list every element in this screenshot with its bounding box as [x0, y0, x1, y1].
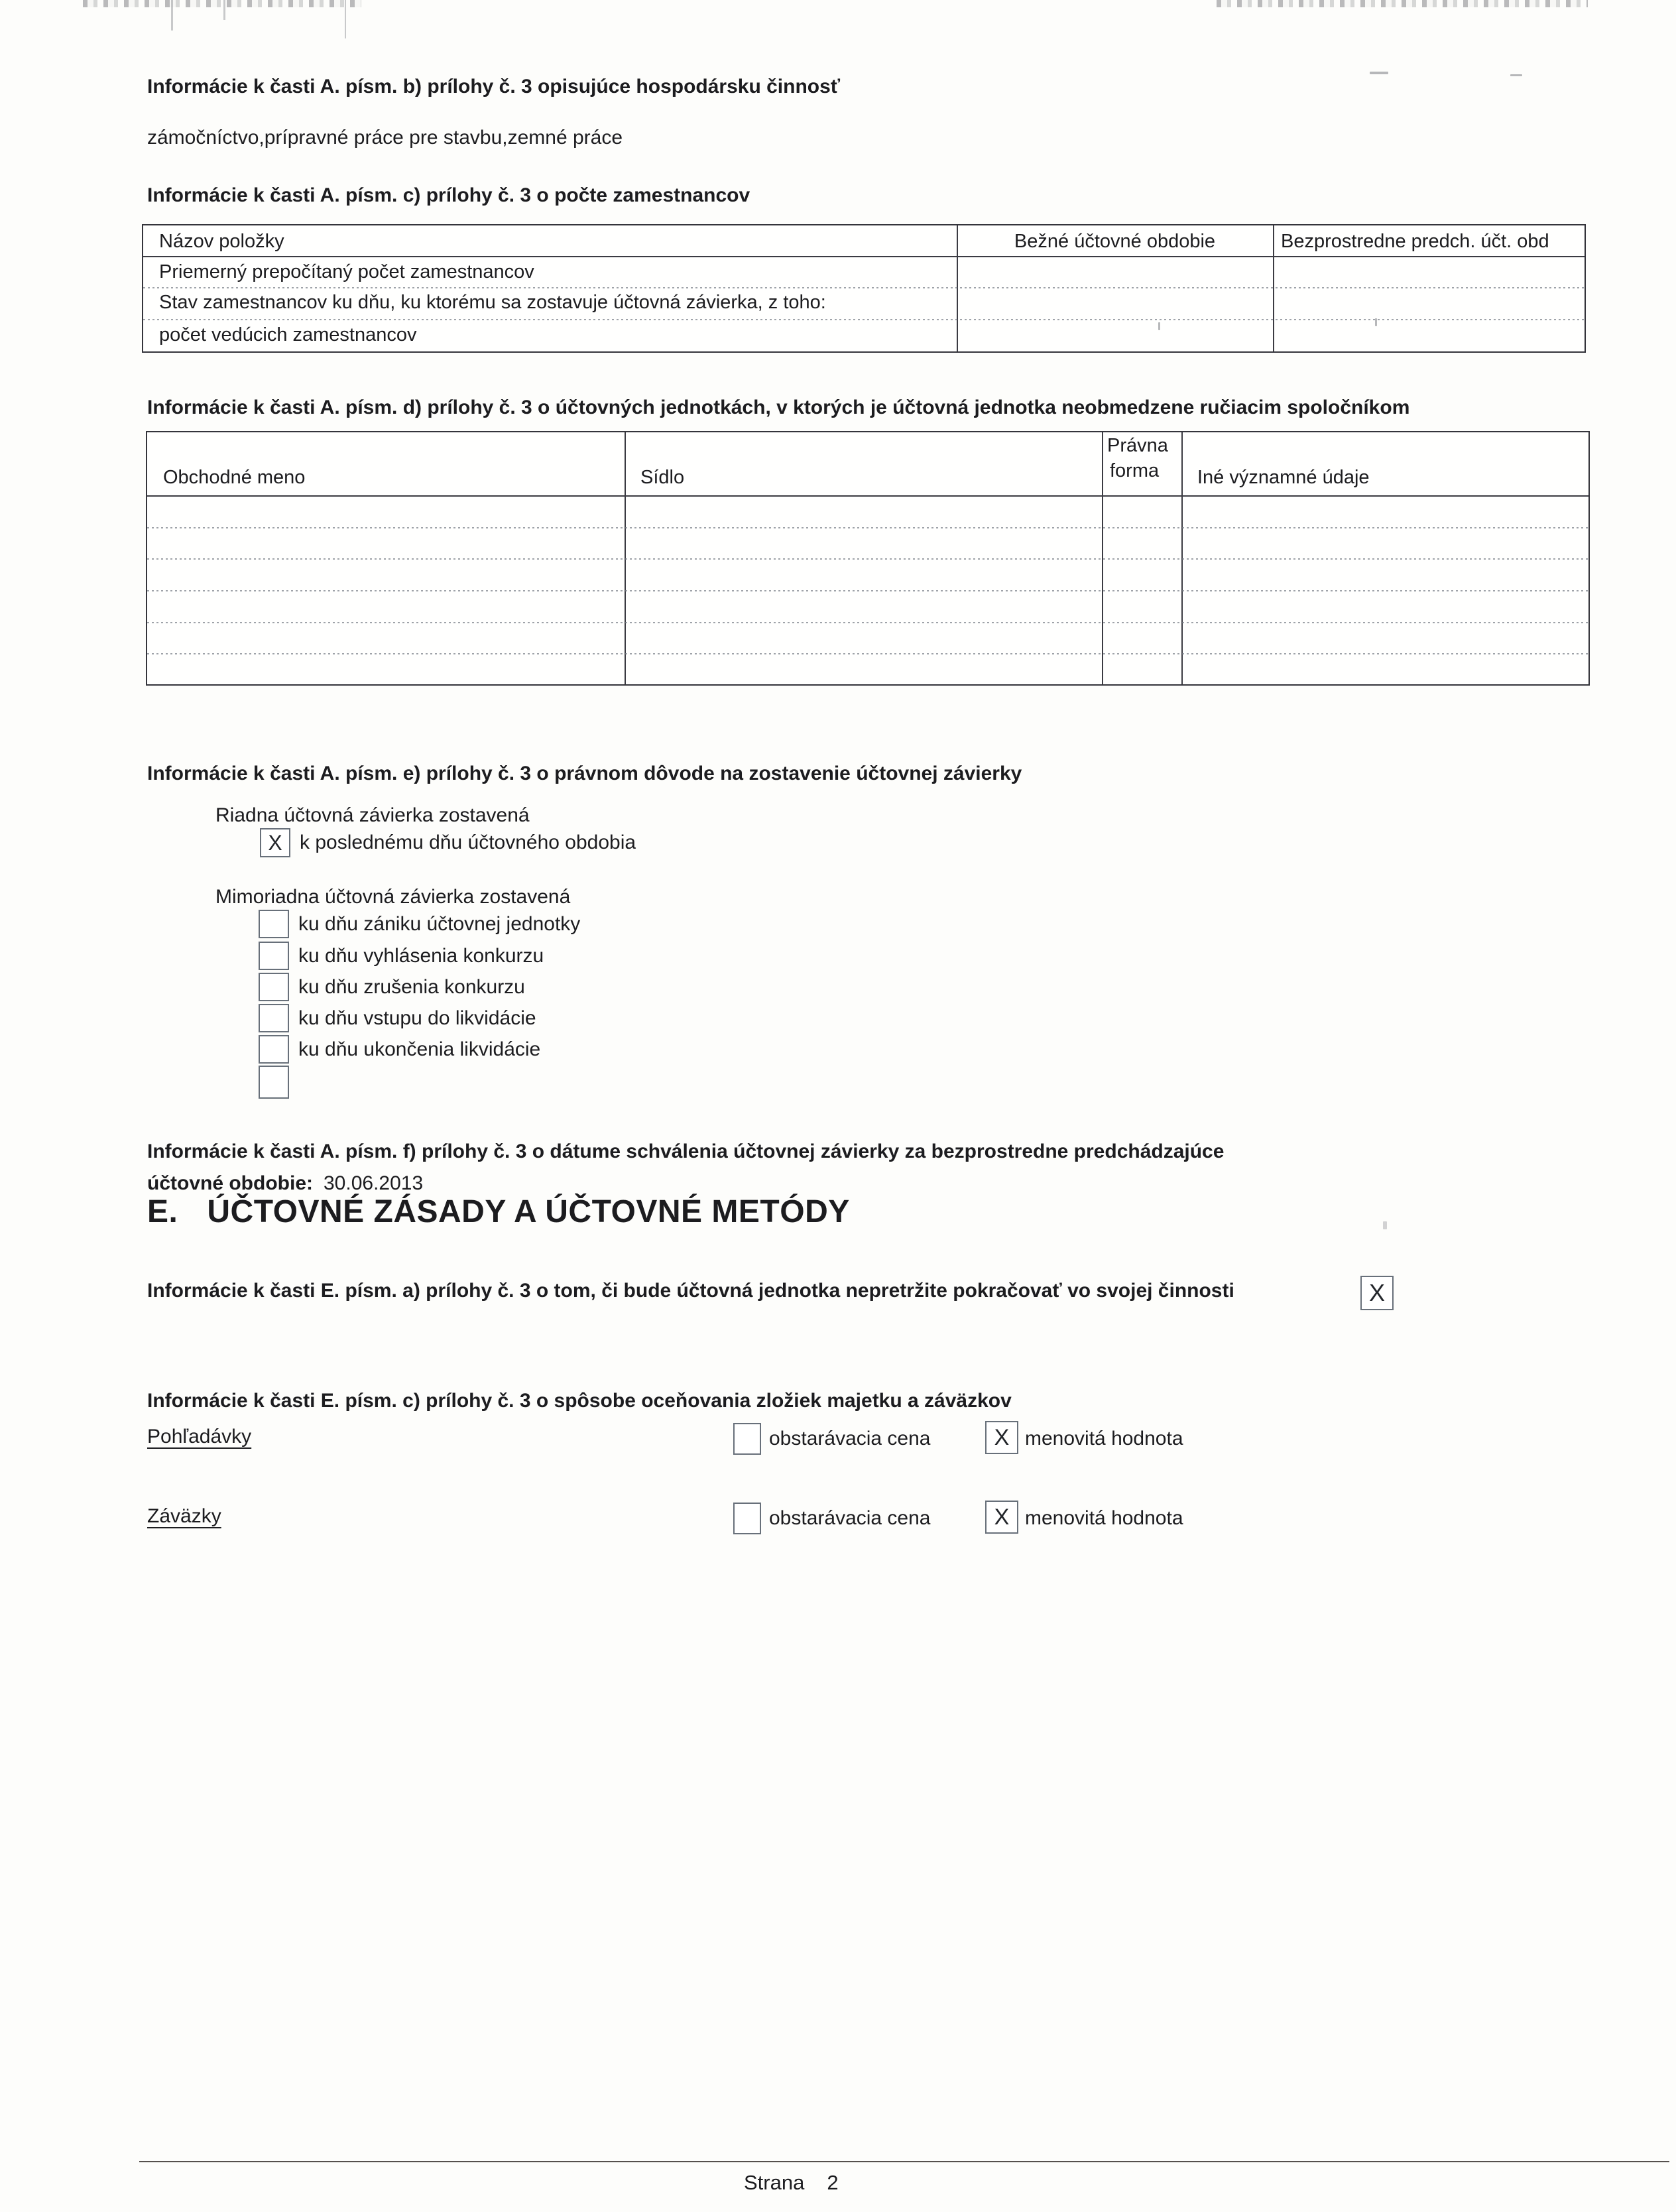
checkbox-dissolution[interactable]	[259, 910, 289, 938]
checkbox-bankruptcy-declared[interactable]	[259, 942, 289, 970]
scan-artifact-drip	[171, 0, 173, 31]
checkbox-liabilities-acquisition-cost[interactable]	[733, 1503, 761, 1534]
extraordinary-option-label: ku dňu vstupu do likvidácie	[298, 1007, 536, 1029]
approval-date: 30.06.2013	[324, 1172, 424, 1194]
nominal-value-label: menovitá hodnota	[1025, 1507, 1183, 1529]
ordinary-statement-label: Riadna účtovná závierka zostavená	[215, 804, 530, 826]
checkbox-liabilities-nominal-value[interactable]: X	[985, 1501, 1018, 1534]
table-row-label: počet vedúcich zamestnancov	[159, 324, 417, 345]
employees-table-row-divider	[143, 287, 1585, 288]
liability-table-header-legal-form-line1: Právna	[1107, 435, 1168, 456]
scan-artifact-top-left	[83, 0, 361, 7]
scan-artifact-dash	[1370, 72, 1388, 74]
table-row-label: Stav zamestnancov ku dňu, ku ktorému sa zostavuje účtovná závierka, z toho:	[159, 292, 826, 313]
scan-artifact-speck	[1375, 318, 1377, 326]
employees-table-header-name: Názov položky	[159, 231, 284, 252]
checkbox-going-concern[interactable]: X	[1360, 1276, 1394, 1310]
receivables-label: Pohľadávky	[147, 1426, 252, 1447]
footer-rule	[139, 2161, 1669, 2162]
scan-artifact-speck	[1383, 1221, 1387, 1229]
liability-table-row-divider	[147, 653, 1588, 654]
scan-artifact-drip	[223, 0, 225, 20]
scan-artifact-top-right	[1217, 0, 1588, 7]
acquisition-cost-label: obstarávacia cena	[769, 1507, 931, 1529]
section-ac-heading: Informácie k časti A. písm. c) prílohy č. 3 o počte zamestnancov	[147, 184, 750, 206]
scan-artifact-dash	[1510, 74, 1522, 76]
employees-table-header-current-period: Bežné účtovné obdobie	[1014, 231, 1216, 252]
liabilities-label: Záväzky	[147, 1505, 221, 1527]
extraordinary-option-label: ku dňu vyhlásenia konkurzu	[298, 945, 544, 967]
checkbox-receivables-nominal-value[interactable]: X	[985, 1421, 1018, 1454]
liability-table-row-divider	[147, 622, 1588, 623]
checkbox-bankruptcy-cancelled[interactable]	[259, 973, 289, 1001]
checkbox-ordinary-last-day[interactable]: X	[260, 828, 290, 857]
liability-table-header-other-data: Iné významné údaje	[1197, 467, 1370, 488]
scan-artifact-drip	[345, 0, 346, 38]
section-ab-heading: Informácie k časti A. písm. b) prílohy č. 3 opisujúce hospodársku činnosť	[147, 76, 841, 97]
checkbox-liquidation-entry[interactable]	[259, 1004, 289, 1032]
liability-table-header-business-name: Obchodné meno	[163, 467, 306, 488]
section-e-letter: E.	[147, 1194, 178, 1229]
liability-table-row-divider	[147, 527, 1588, 528]
liability-table-header-rule	[147, 495, 1588, 497]
checkbox-receivables-acquisition-cost[interactable]	[733, 1423, 761, 1455]
employees-table-row-divider	[143, 319, 1585, 320]
checkbox-liquidation-end[interactable]	[259, 1035, 289, 1064]
employees-table-header-previous-period: Bezprostredne predch. účt. obd	[1281, 231, 1549, 252]
section-ea-text: Informácie k časti E. písm. a) prílohy č. 3 o tom, či bude účtovná jednotka nepretržite pokračovať vo svojej činnosti	[147, 1280, 1234, 1302]
liability-table-header-seat: Sídlo	[640, 467, 685, 488]
employees-table	[142, 224, 1586, 353]
acquisition-cost-label: obstarávacia cena	[769, 1428, 931, 1449]
footer-page-label: Strana	[744, 2171, 805, 2194]
section-af-heading-line2: účtovné obdobie:	[147, 1172, 313, 1194]
liability-table-row-divider	[147, 558, 1588, 560]
section-ec-heading: Informácie k časti E. písm. c) prílohy č. 3 o spôsobe oceňovania zložiek majetku a záväzkov	[147, 1390, 1012, 1412]
unlimited-liability-table	[146, 431, 1590, 686]
checkbox-extraordinary-other[interactable]	[259, 1066, 289, 1099]
section-ad-heading: Informácie k časti A. písm. d) prílohy č. 3 o účtovných jednotkách, v ktorých je účtovná jednotka neobmedzene ručiacim spoločníkom	[147, 397, 1410, 418]
section-af-heading-line1: Informácie k časti A. písm. f) prílohy č. 3 o dátume schválenia účtovnej závierky za bezprostredne predchádzajúce	[147, 1140, 1225, 1162]
employees-table-vline-2	[1273, 225, 1274, 351]
liability-table-row-divider	[147, 590, 1588, 591]
footer-page-number: 2	[827, 2171, 839, 2194]
scan-artifact-speck	[1158, 322, 1160, 330]
employees-table-header-rule	[143, 256, 1585, 257]
table-row-label: Priemerný prepočítaný počet zamestnancov	[159, 261, 534, 282]
extraordinary-statement-label: Mimoriadna účtovná závierka zostavená	[215, 886, 571, 908]
nominal-value-label: menovitá hodnota	[1025, 1428, 1183, 1449]
economic-activity-text: zámočníctvo,prípravné práce pre stavbu,zemné práce	[147, 127, 623, 149]
extraordinary-option-label: ku dňu zrušenia konkurzu	[298, 976, 525, 998]
extraordinary-option-label: ku dňu ukončenia likvidácie	[298, 1038, 541, 1060]
section-ae-heading: Informácie k časti A. písm. e) prílohy č. 3 o právnom dôvode na zostavenie účtovnej závierky	[147, 763, 1022, 784]
section-e-title: ÚČTOVNÉ ZÁSADY A ÚČTOVNÉ METÓDY	[207, 1194, 850, 1229]
extraordinary-option-label: ku dňu zániku účtovnej jednotky	[298, 913, 581, 935]
liability-table-header-legal-form-line2: forma	[1110, 460, 1160, 481]
ordinary-option-label: k poslednému dňu účtovného obdobia	[300, 831, 636, 853]
